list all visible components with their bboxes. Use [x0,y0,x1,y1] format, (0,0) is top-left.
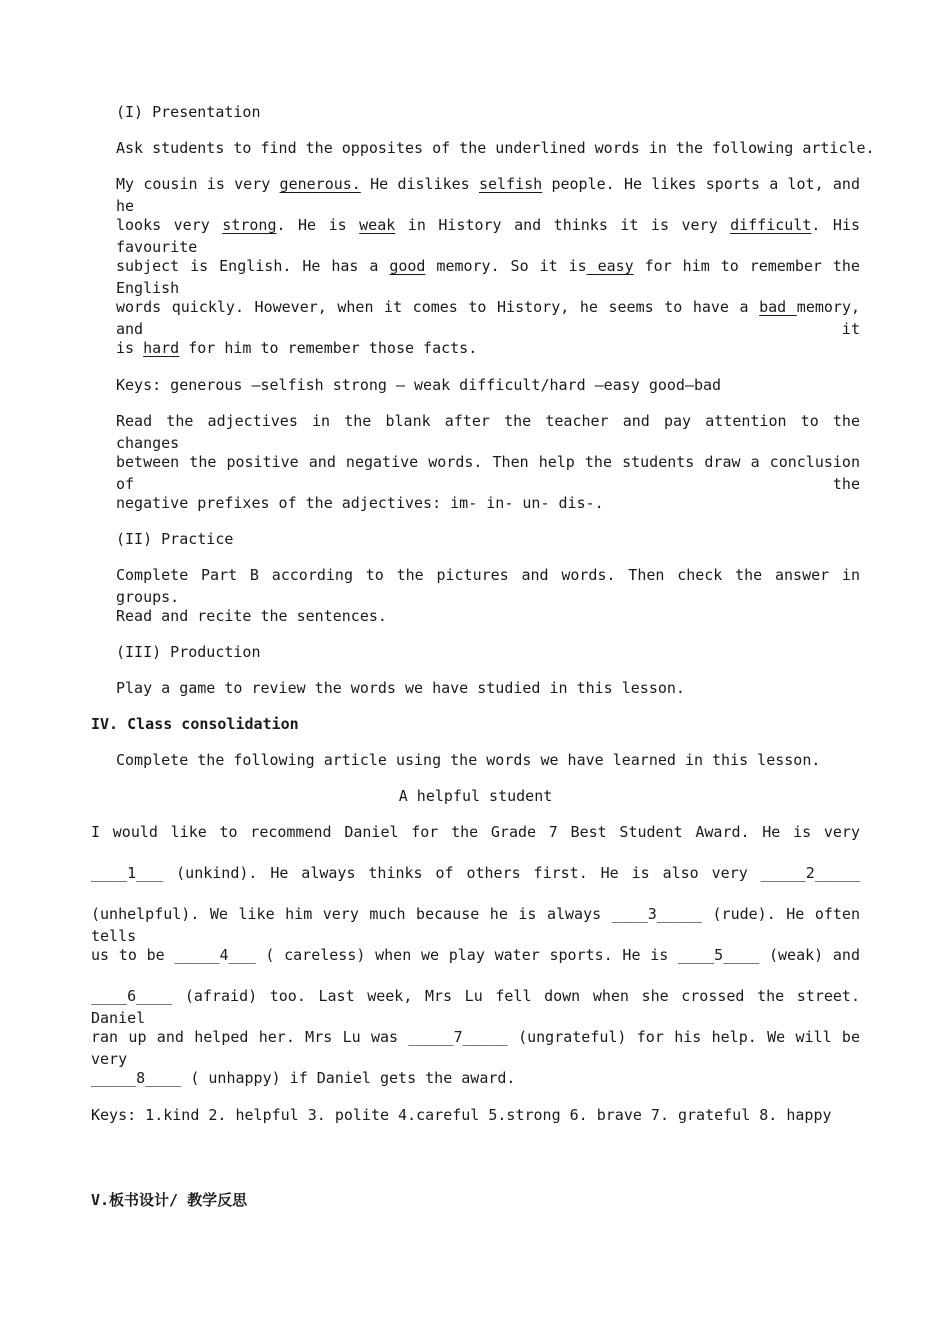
article-text: for him to remember the English [116,257,860,297]
underlined-word-generous: generous. [279,175,361,193]
production-heading: (III) Production [116,643,261,661]
article-text: in History and thinks it is very [395,216,731,234]
practice-line-1: Complete Part B according to the pictures and words. Then check the answer in groups. [116,566,860,606]
underlined-word-hard: hard [143,339,180,357]
article-line-3 [116,255,860,297]
passage-line-4: us to be _____4___ ( careless) when we play water sports. He is ____5____ (weak) and [91,946,860,964]
article-text: looks very [116,216,223,234]
passage-line-7: _____8____ ( unhappy) if Daniel gets the award. [91,1069,516,1087]
article-text: people. He likes sports a lot, and he [116,175,860,215]
presentation-keys: Keys: generous —selfish strong — weak difficult/hard —easy good—bad [116,376,722,394]
underlined-word-selfish: selfish [478,175,543,193]
practice-line-2: Read and recite the sentences. [116,607,387,625]
passage-line-3: (unhelpful). We like him very much because he is always ____3_____ (rude). He often tells [91,905,860,945]
underlined-word-weak: weak [359,216,396,234]
consolidation-intro: Complete the following article using the words we have learned in this lesson. [116,751,821,769]
passage-line-6: ran up and helped her. Mrs Lu was _____7_____ (ungrateful) for his help. We will be very [91,1028,860,1068]
article-text: for him to remember those facts. [179,339,478,357]
passage-title: A helpful student [398,787,553,805]
presentation-intro: Ask students to find the opposites of the underlined words in the following article. [116,139,875,157]
underlined-word-good: good [389,257,426,275]
passage-line-1: I would like to recommend Daniel for the Grade 7 Best Student Award. He is very [91,823,860,841]
underlined-word-bad: bad [759,298,797,316]
article-line-5 [116,337,860,359]
article-text: words quickly. However, when it comes to History, he seems to have a [116,298,760,316]
underlined-word-easy: easy [586,257,634,275]
presentation-heading: (I) Presentation [116,103,261,121]
production-line-1: Play a game to review the words we have studied in this lesson. [116,679,685,697]
underlined-word-strong: strong [222,216,277,234]
read-instruction-line-2: between the positive and negative words. Then help the students draw a conclusion of the [116,453,860,493]
underlined-word-difficult: difficult [730,216,812,234]
consolidation-keys: Keys: 1.kind 2. helpful 3. polite 4.careful 5.strong 6. brave 7. grateful 8. happy [91,1106,832,1124]
passage-line-2: ____1___ (unkind). He always thinks of others first. He is also very _____2_____ [91,864,860,882]
read-instruction-line-3: negative prefixes of the adjectives: im- in- un- dis-. [116,494,604,512]
consolidation-heading: IV. Class consolidation [91,715,299,733]
article-text: My cousin is very [116,175,280,193]
article-line-4 [116,296,861,338]
practice-heading: (II) Practice [116,530,234,548]
article-text: . His favourite [116,216,861,256]
article-text: He dislikes [360,175,479,193]
article-text: . He is [276,216,360,234]
article-text: subject is English. He has a [116,257,390,275]
article-line-2 [116,214,861,256]
article-line-1 [116,173,860,215]
section-5-heading: V.板书设计/ 教学反思 [91,1191,248,1209]
read-instruction-line-1: Read the adjectives in the blank after the teacher and pay attention to the changes [116,412,860,452]
article-text: memory. So it is [425,257,587,275]
passage-line-5: ____6____ (afraid) too. Last week, Mrs Lu fell down when she crossed the street. Daniel [91,987,860,1027]
article-text: memory, and it [116,298,861,338]
article-text: is [116,339,144,357]
